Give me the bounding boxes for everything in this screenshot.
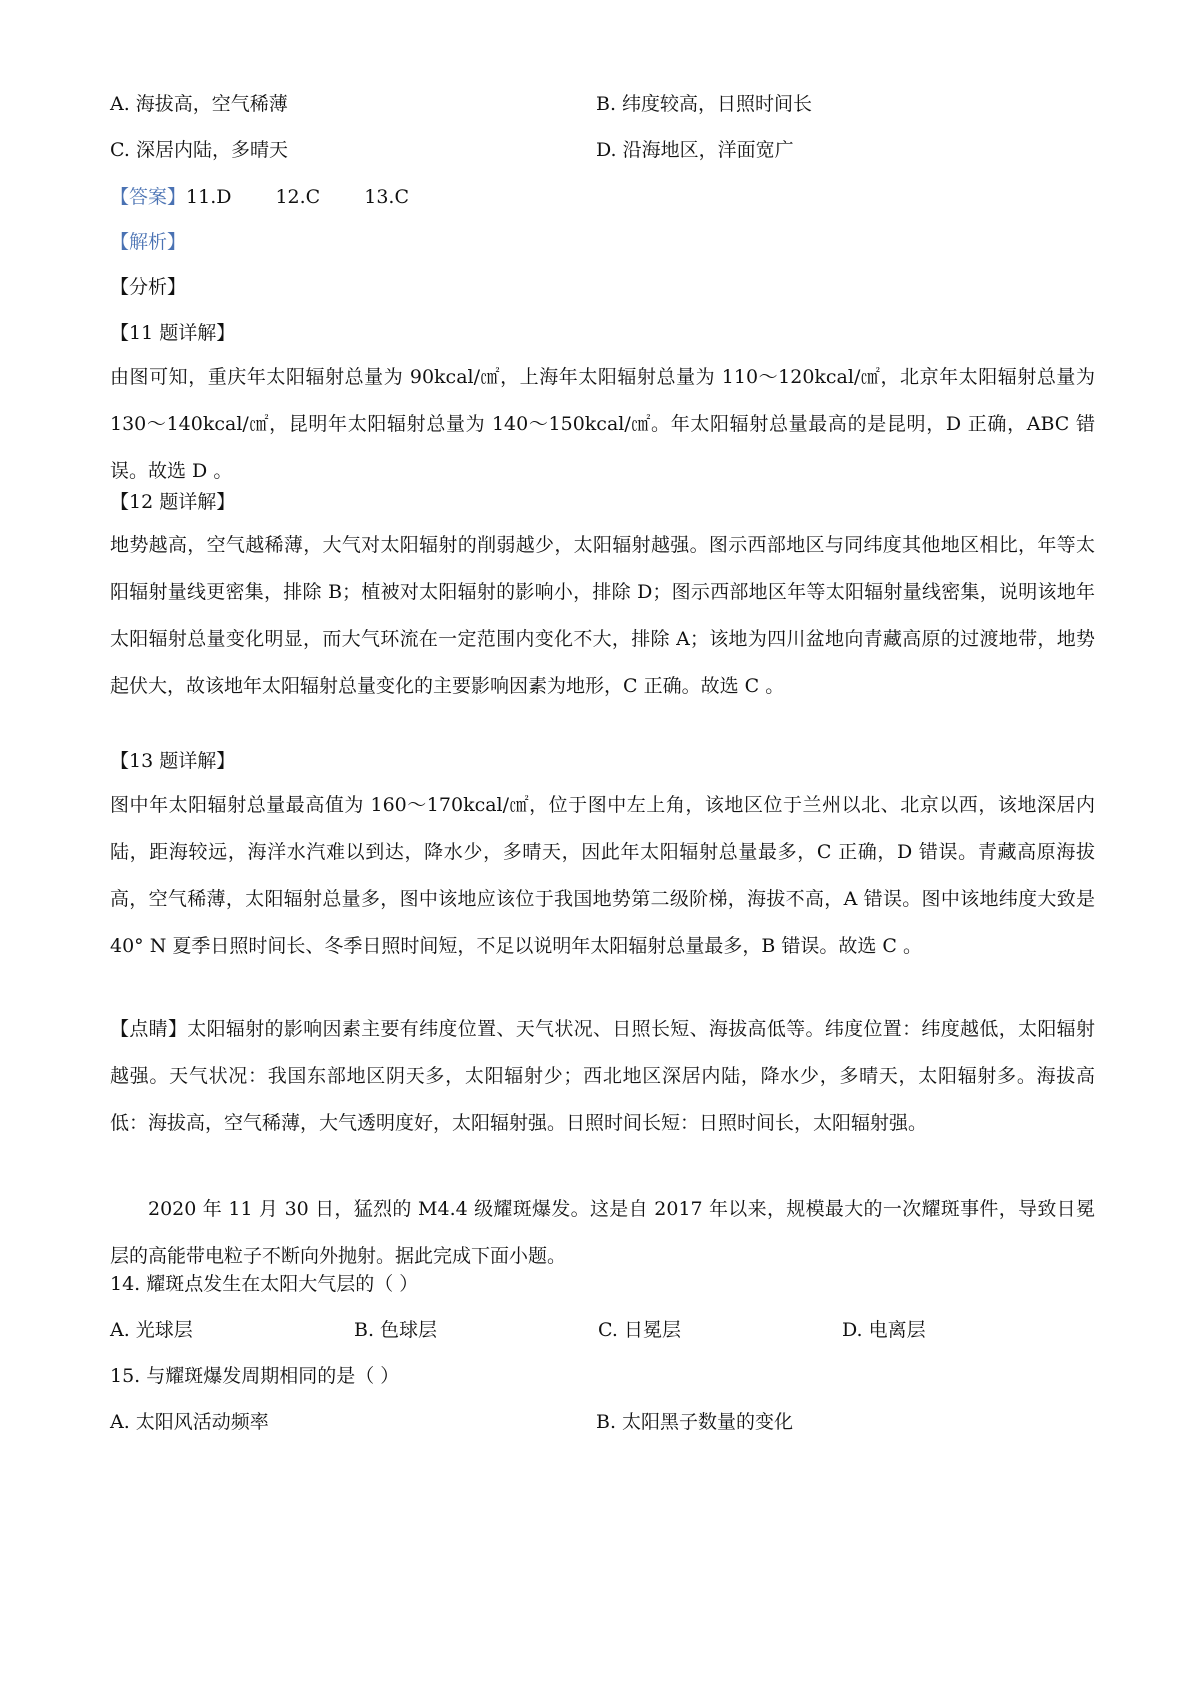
answer-tag: 【答案】 [110, 186, 187, 208]
dianjing-tag: 【点睛】 [110, 1018, 188, 1040]
analysis-tag: 【解析】 [110, 231, 187, 253]
fenxi-tag: 【分析】 [110, 276, 187, 298]
answer-value: 12.C [275, 186, 321, 208]
q13-body: 图中年太阳辐射总量最高值为 160～170kcal/㎠，位于图中左上角，该地区位于兰州以北、北京以西，该地深居内陆，距海较远，海洋水汽难以到达，降水少，多晴天，因此年太阳辐射总量最多，C 正确，D 错误。青藏高原海拔高，空气稀薄，太阳辐射总量多，图中该地应该位于我国地势第二级阶梯，海拔不高，A 错误。图中该地纬度大致是 40° N 夏季日照时间长、冬季日照时间短，不足以说明年太阳辐射总量最多，B 错误。故选 C 。 [110, 794, 1095, 957]
q11-body: 由图可知，重庆年太阳辐射总量为 90kcal/㎠，上海年太阳辐射总量为 110～120kcal/㎠，北京年太阳辐射总量为 130～140kcal/㎠，昆明年太阳辐射总量为 140～150kcal/㎠。年太阳辐射总量最高的是昆明，D 正确，ABC 错误。故选 D 。 [110, 366, 1095, 482]
q11-heading: 【11 题详解】 [110, 322, 236, 344]
q12-heading: 【12 题详解】 [110, 491, 236, 513]
q14-option-d: D. 电离层 [842, 1319, 926, 1341]
answer-value: 13.C [364, 186, 409, 208]
dianjing-body: 【点睛】太阳辐射的影响因素主要有纬度位置、天气状况、日照长短、海拔高低等。纬度位置：纬度越低，太阳辐射越强。天气状况：我国东部地区阴天多，太阳辐射少；西北地区深居内陆，降水少，多晴天，太阳辐射多。海拔高低：海拔高，空气稀薄，大气透明度好，太阳辐射强。日照时间长短：日照时间长，太阳辐射强。 [110, 1018, 1095, 1134]
option-a: A. 海拔高，空气稀薄 [110, 93, 288, 115]
option-c: C. 深居内陆，多晴天 [110, 139, 288, 161]
q14-option-c: C. 日冕层 [598, 1319, 681, 1341]
passage-text: 2020 年 11 月 30 日，猛烈的 M4.4 级耀斑爆发。这是自 2017 年以来，规模最大的一次耀斑事件，导致日冕层的高能带电粒子不断向外抛射。据此完成下面小题。 [110, 1198, 1095, 1267]
q14-option-a: A. 光球层 [110, 1319, 193, 1341]
q12-body: 地势越高，空气越稀薄，大气对太阳辐射的削弱越少，太阳辐射越强。图示西部地区与同纬度其他地区相比，年等太阳辐射量线更密集，排除 B；植被对太阳辐射的影响小，排除 D；图示西部地区年等太阳辐射量线密集，说明该地年太阳辐射总量变化明显，而大气环流在一定范围内变化不大，排除 A；该地为四川盆地向青藏高原的过渡地带，地势起伏大，故该地年太阳辐射总量变化的主要影响因素为地形，C 正确。故选 C 。 [110, 534, 1095, 697]
option-b: B. 纬度较高，日照时间长 [596, 93, 813, 115]
q15-stem: 15. 与耀斑爆发周期相同的是（ ） [110, 1365, 400, 1387]
answer-value: 11.D [186, 186, 232, 208]
q14-stem: 14. 耀斑点发生在太阳大气层的（ ） [110, 1273, 419, 1295]
q15-option-b: B. 太阳黑子数量的变化 [596, 1411, 794, 1433]
q14-option-b: B. 色球层 [354, 1319, 438, 1341]
q13-heading: 【13 题详解】 [110, 750, 236, 772]
answer-line [110, 183, 1090, 211]
option-d: D. 沿海地区，洋面宽广 [596, 139, 794, 161]
q15-option-a: A. 太阳风活动频率 [110, 1411, 269, 1433]
